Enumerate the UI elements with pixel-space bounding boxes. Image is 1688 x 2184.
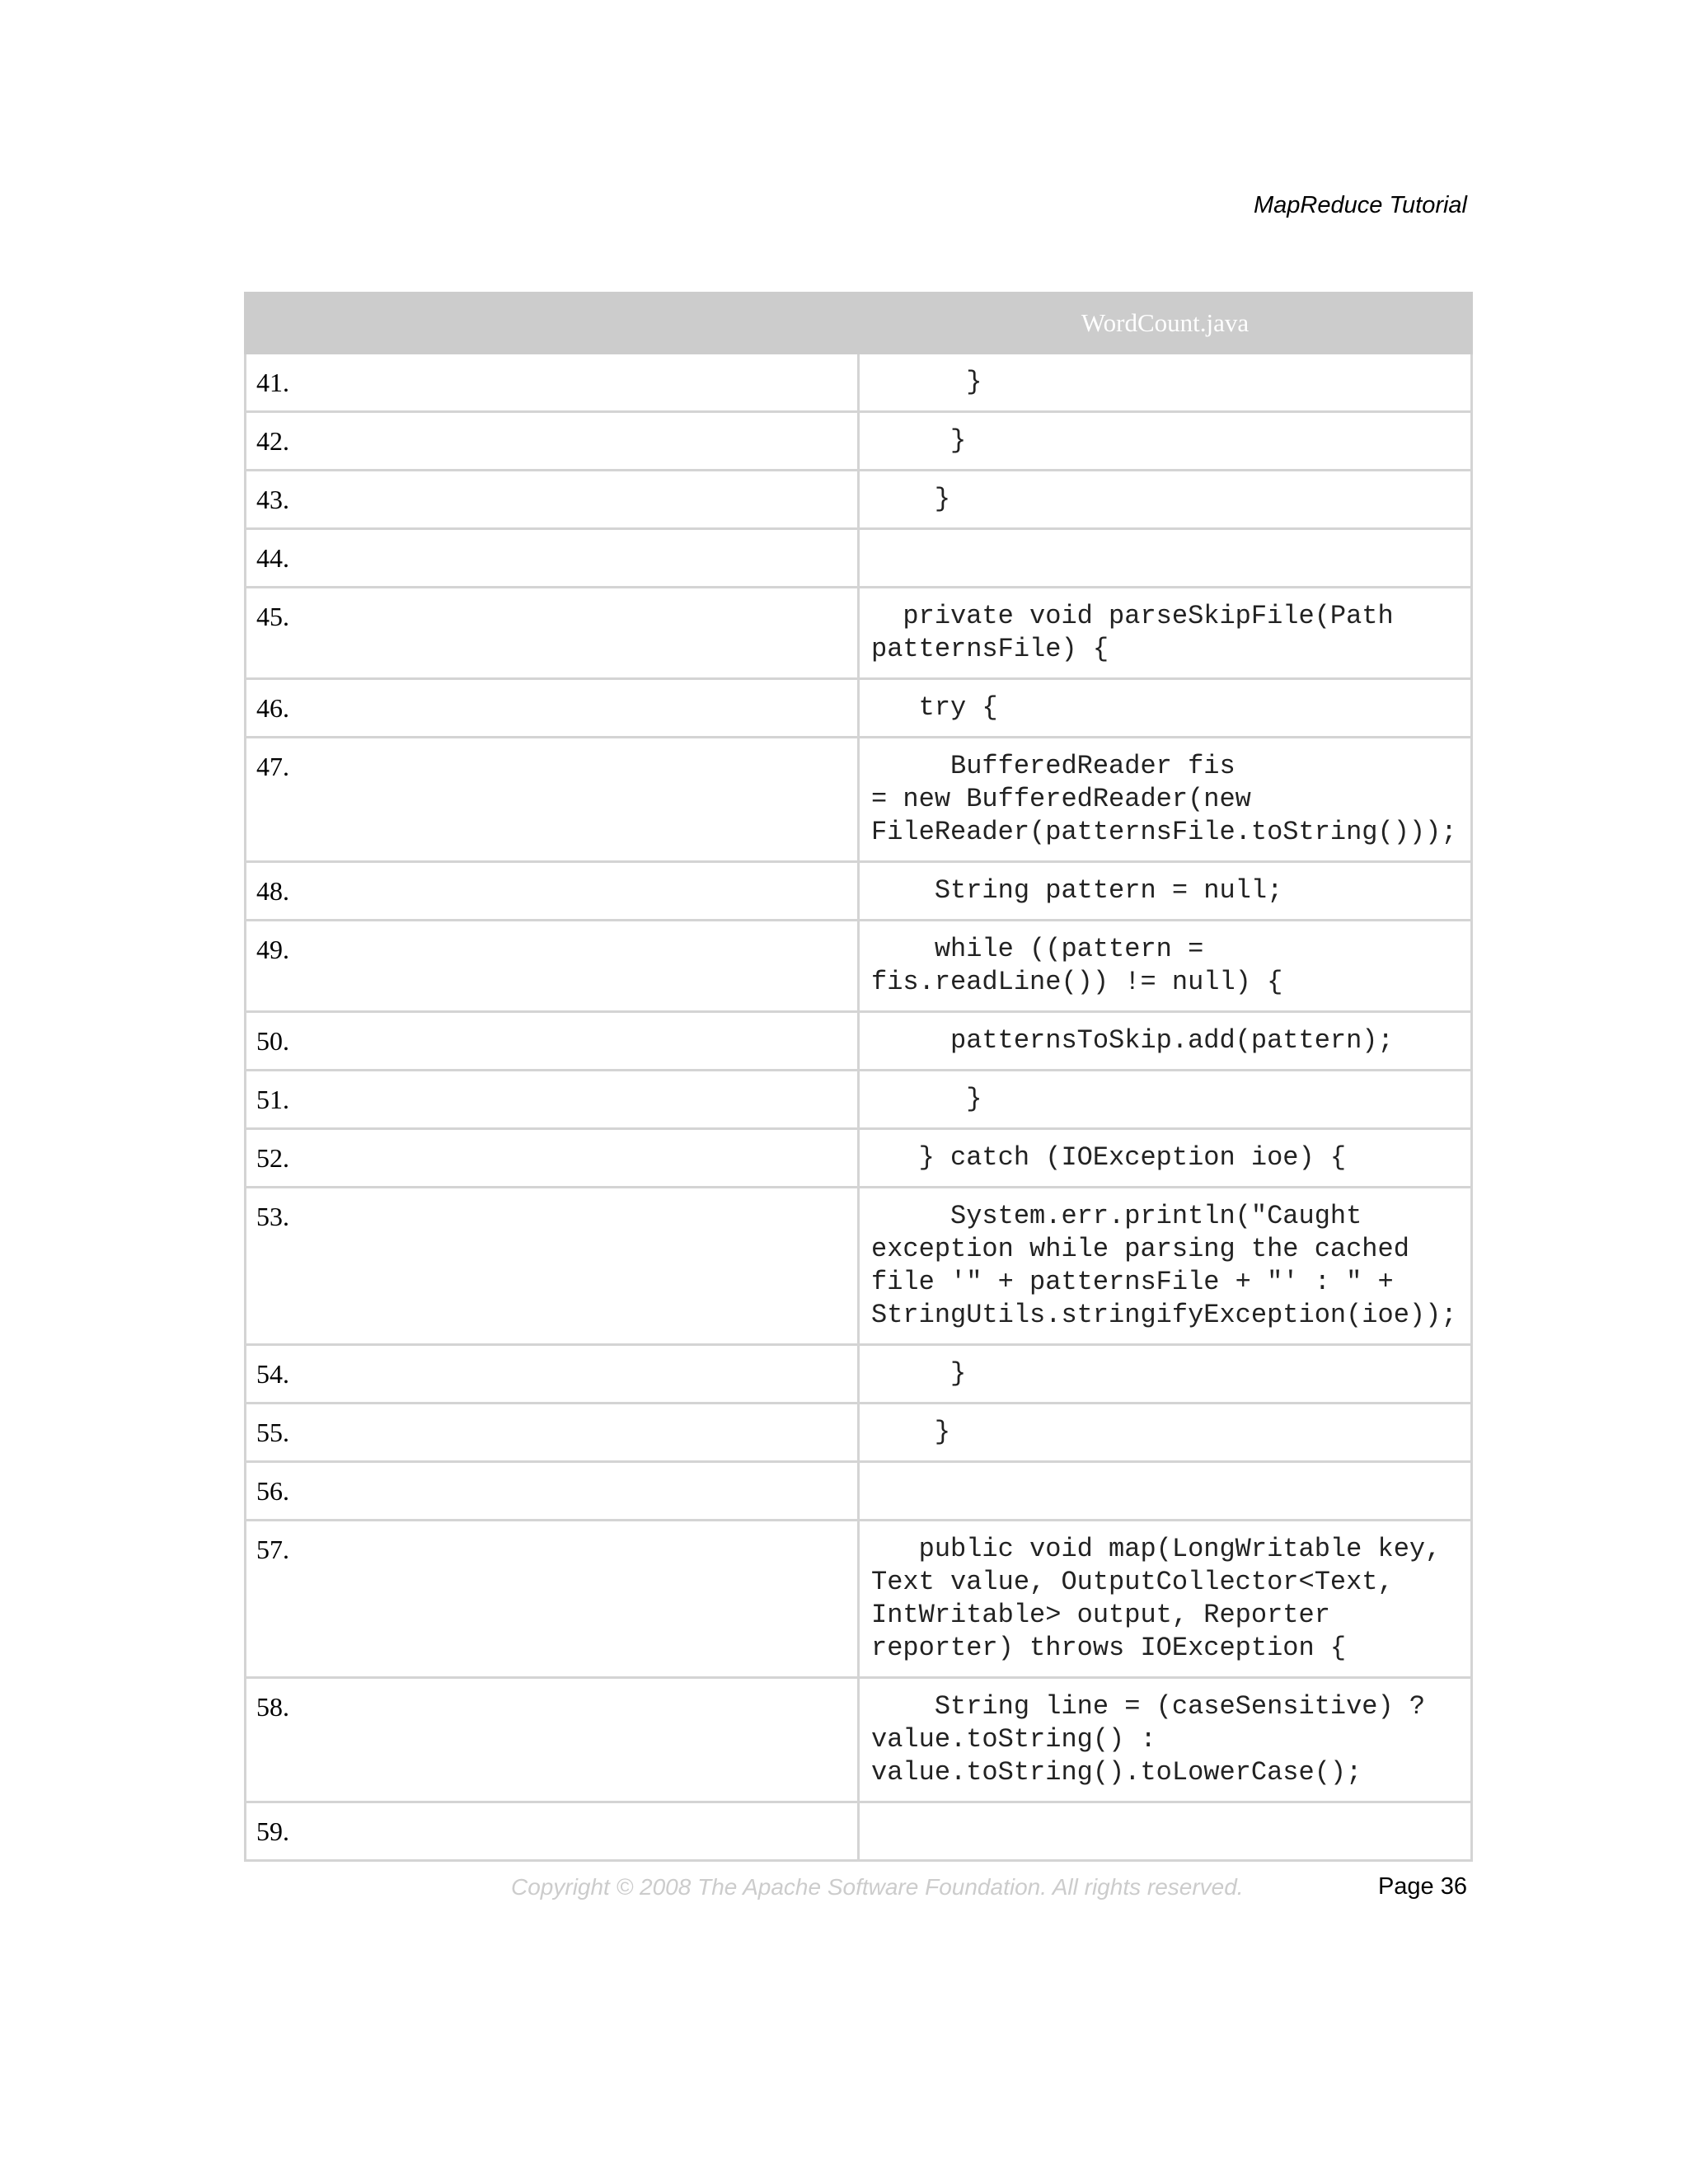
table-row [246,471,1472,529]
line-number: 58. [246,1678,859,1802]
code-line: System.err.println("Caught exception while parsing the cached file '" + patternsFile + "' : " + StringUtils.stringifyException(ioe)); [859,1188,1472,1345]
table-row [246,1462,1472,1521]
table-row [246,862,1472,921]
code-line: try { [859,679,1472,738]
code-line: } [859,1404,1472,1462]
table-row [246,1012,1472,1071]
line-number: 47. [246,738,859,862]
footer-page-number: Page 36 [1377,1873,1467,1900]
code-line: } [859,471,1472,529]
line-number: 48. [246,862,859,921]
table-row [246,1129,1472,1188]
table-row [246,1678,1472,1802]
line-number: 56. [246,1462,859,1521]
table-header-cell [859,293,1472,354]
line-number: 46. [246,679,859,738]
table-row [246,679,1472,738]
line-number: 57. [246,1521,859,1678]
table-row [246,738,1472,862]
code-line: while ((pattern = fis.readLine()) != null) { [859,921,1472,1012]
line-number: 53. [246,1188,859,1345]
table-row [246,354,1472,412]
table-row [246,412,1472,471]
code-line: BufferedReader fis = new BufferedReader(new FileReader(patternsFile.toString())); [859,738,1472,862]
line-number: 45. [246,588,859,679]
code-line: } [859,354,1472,412]
code-rows [246,354,1472,1861]
line-number: 44. [246,529,859,588]
code-listing-table [244,292,1473,1862]
line-number: 42. [246,412,859,471]
code-line: } [859,412,1472,471]
footer-copyright: Copyright © 2008 The Apache Software Foundation. All rights reserved. [511,1874,1244,1900]
table-row [246,1071,1472,1129]
line-number: 52. [246,1129,859,1188]
table-row [246,529,1472,588]
line-number: 49. [246,921,859,1012]
code-line: String pattern = null; [859,862,1472,921]
line-number: 55. [246,1404,859,1462]
table-row [246,588,1472,679]
line-number: 59. [246,1802,859,1861]
code-line: private void parseSkipFile(Path patternsFile) { [859,588,1472,679]
line-number: 50. [246,1012,859,1071]
code-line: public void map(LongWritable key, Text value, OutputCollector<Text, IntWritable> output, Reporter reporter) throws IOException { [859,1521,1472,1678]
table-row [246,1345,1472,1404]
table-header-row [246,293,1472,354]
table-header-spacer [246,293,859,354]
code-line: } [859,1345,1472,1404]
line-number: 51. [246,1071,859,1129]
table-row [246,1802,1472,1861]
table-row [246,1404,1472,1462]
code-line: } catch (IOException ioe) { [859,1129,1472,1188]
code-line: String line = (caseSensitive) ? value.toString() : value.toString().toLowerCase(); [859,1678,1472,1802]
table-row [246,1521,1472,1678]
code-line [859,529,1472,588]
code-line [859,1802,1472,1861]
line-number: 41. [246,354,859,412]
code-line: } [859,1071,1472,1129]
code-line: patternsToSkip.add(pattern); [859,1012,1472,1071]
table-row [246,1188,1472,1345]
table-row [246,921,1472,1012]
table-caption: WordCount.java [1081,308,1250,337]
code-line [859,1462,1472,1521]
line-number: 43. [246,471,859,529]
line-number: 54. [246,1345,859,1404]
running-header-title: MapReduce Tutorial [1254,192,1467,218]
